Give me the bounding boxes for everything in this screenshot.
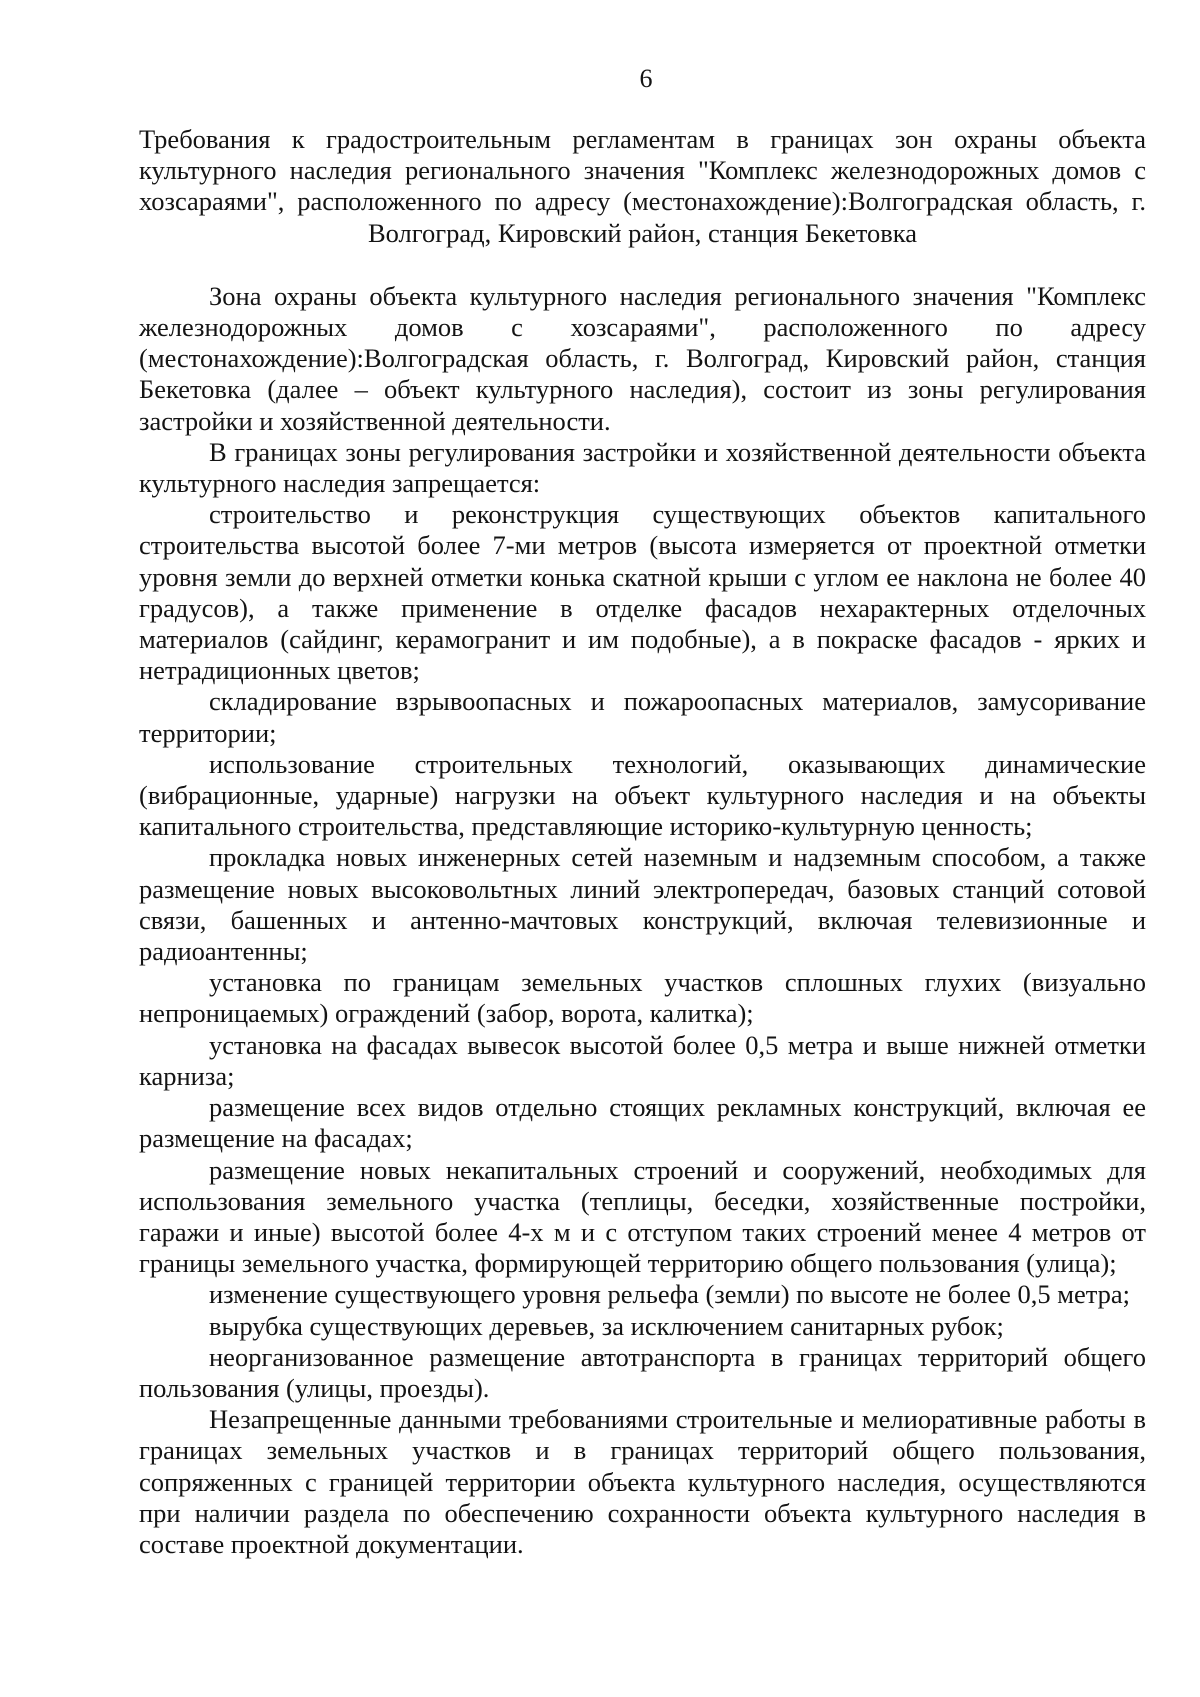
- paragraph-prohibition-technologies: использование строительных технологий, оказывающих динамические (вибрационные, ударные) нагрузки на объект культурного наследия и на объекты капитального строительства, представляющие историко-культурную ценность;: [139, 748, 1146, 842]
- paragraph-zone-description: Зона охраны объекта культурного наследия регионального значения "Комплекс железнодорожных домов с хозсараями", расположенного по адресу (местонахождение):Волгоградская область, г. Волгоград, Кировский район, станция Бекетовка (далее – объект культурного наследия), состоит из зоны регулирования застройки и хозяйственной деятельности.: [139, 280, 1146, 436]
- paragraph-prohibition-storage: складирование взрывоопасных и пожароопасных материалов, замусоривание территории;: [139, 686, 1146, 748]
- document-heading: Требования к градостроительным регламентам в границах зон охраны объекта культурного наследия регионального значения "Комплекс железнодорожных домов с хозсараями", расположенного по адресу (местонахождение):Волгоградская область, г. Волгоград, Кировский район, станция Бекетовка: [139, 124, 1146, 248]
- paragraph-prohibition-networks: прокладка новых инженерных сетей наземным и надземным способом, а также размещение новых высоковольтных линий электропередач, базовых станций сотовой связи, башенных и антенно-мачтовых конструкций, включая телевизионные и радиоантенны;: [139, 842, 1146, 967]
- paragraph-prohibition-parking: неорганизованное размещение автотранспорта в границах территорий общего пользования (улицы, проезды).: [139, 1341, 1146, 1403]
- paragraph-prohibition-relief: изменение существующего уровня рельефа (земли) по высоте не более 0,5 метра;: [209, 1279, 1131, 1310]
- document-body: [139, 124, 1146, 1560]
- paragraph-prohibition-temporary-buildings: размещение новых некапитальных строений и сооружений, необходимых для использования земельного участка (теплицы, беседки, хозяйственные постройки, гаражи и иные) высотой более 4-х м и с отступом таких строений менее 4 метров от границы земельного участка, формирующей территорию общего пользования (улица);: [139, 1154, 1146, 1279]
- paragraph-prohibitions-intro: В границах зоны регулирования застройки и хозяйственной деятельности объекта культурного наследия запрещается:: [139, 436, 1146, 499]
- paragraph-prohibition-signs: установка на фасадах вывесок высотой более 0,5 метра и выше нижней отметки карниза;: [139, 1029, 1146, 1091]
- paragraph-prohibition-advertising: размещение всех видов отдельно стоящих рекламных конструкций, включая ее размещение на фасадах;: [139, 1092, 1146, 1154]
- page-number: 6: [639, 64, 653, 93]
- paragraph-prohibition-tree-felling: вырубка существующих деревьев, за исключением санитарных рубок;: [209, 1310, 1004, 1341]
- paragraph-prohibition-fences: установка по границам земельных участков сплошных глухих (визуально непроницаемых) ограждений (забор, ворота, калитка);: [139, 967, 1146, 1029]
- paragraph-permitted-works: Незапрещенные данными требованиями строительные и мелиоративные работы в границах земельных участков и в границах территорий общего пользования, сопряженных с границей территории объекта культурного наследия, осуществляются при наличии раздела по обеспечению сохранности объекта культурного наследия в составе проектной документации.: [139, 1404, 1146, 1559]
- paragraph-prohibition-construction: строительство и реконструкция существующих объектов капитального строительства высотой более 7-ми метров (высота измеряется от проектной отметки уровня земли до верхней отметки конька скатной крыши с углом ее наклона не более 40 градусов), а также применение в отделке фасадов нехарактерных отделочных материалов (сайдинг, керамогранит и им подобные), а в покраске фасадов - ярких и нетрадиционных цветов;: [139, 499, 1146, 686]
